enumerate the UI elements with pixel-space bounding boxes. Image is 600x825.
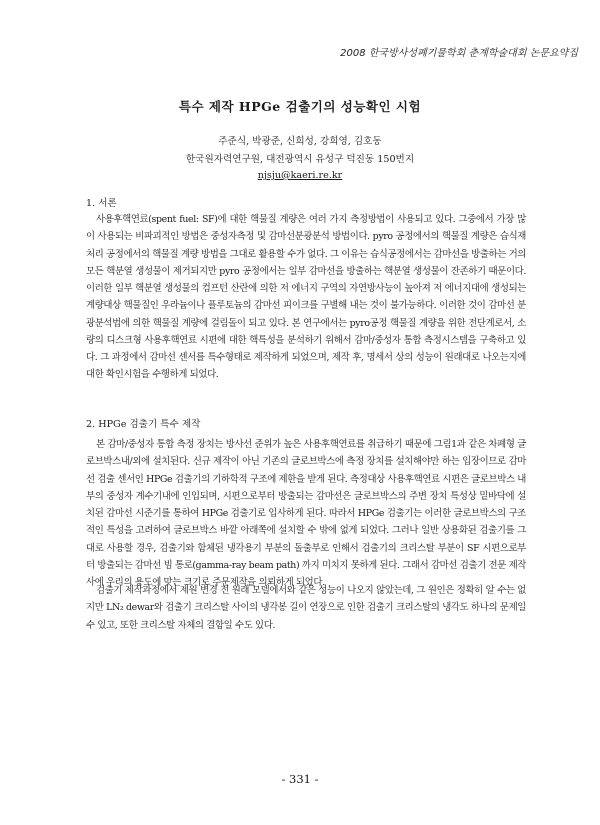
paper-title: 특수 제작 HPGe 검출기의 성능확인 시험 <box>178 99 422 114</box>
author-email[interactable]: njsju@kaeri.re.kr <box>257 170 343 181</box>
page-number: - 331 - <box>281 772 319 786</box>
journal-header: 2008 한국방사성폐기물학회 춘계학술대회 논문요약집 <box>340 48 578 59</box>
section-heading-hpge-fabrication: 2. HPGe 검출기 특수 제작 <box>86 419 201 430</box>
affiliation: 한국원자력연구원, 대전광역시 유성구 덕진동 150번지 <box>185 154 415 165</box>
paragraph-hpge-fabrication-1: 본 감마/중성자 통합 측정 장치는 방사선 준위가 높은 사용후핵연료를 취급하기 때문에 그림1과 같은 차폐형 글로브박스내/외에 설치된다. 신규 제작이 아닌 기존의 글로브박스에 측정 장치를 설치해야만 하는 입장이므로 감마선 검출 센서인 HPGe 검출기의 기하학적 구조에 제한을 받게 된다. 측정대상 사용후핵연료 시편은 글로브박스 내부의 중성자 계수기내에 인입되며, 시편으로부터 방출되는 감마선은 글로브박스의 주변 장치 특성상 밑바닥에 설치된 감마선 시준기를 통하여 HPGe 검출기로 입사하게 된다. 따라서 HPGe 검출기는 이러한 글로브박스의 구조적인 특성을 고려하여 글로브박스 바깥 아래쪽에 설치할 수 밖에 없게 되었다. 그러나 일반 상용화된 검출기를 그대로 사용할 경우, 검출기와 함체된 냉각용기 부분의 돌출부로 인해서 검출기의 크리스탈 부분이 SF 시편으로부터 방출되는 감마선 빔 통로(gamma-ray beam path) 까지 미치지 못하게 된다. 그래서 감마선 검출기 전문 제작사에 우리의 용도에 맞는 크기로 주문제작을 의뢰하게 되었다. <box>86 439 526 588</box>
author-list: 주준식, 박광준, 신희성, 강희영, 김호동 <box>218 136 382 147</box>
section-heading-introduction: 1. 서론 <box>86 198 117 209</box>
paragraph-hpge-fabrication-2: 검출기 제작과정에서 제원 변경 전 원래 모델에서와 같은 성능이 나오지 않았는데, 그 원인은 정확히 알 수는 없지만 LN₂ dewar와 검출기 크리스탈 사이의 냉각봉 길이 연장으로 인한 검출기 크리스탈의 냉각도 하나의 문제일 수 있고, 또한 크리스탈 자체의 결함일 수도 있다. <box>86 585 526 631</box>
paragraph-introduction: 사용후핵연료(spent fuel: SF)에 대한 핵물질 계량은 여러 가지 측정방법이 사용되고 있다. 그중에서 가장 많이 사용되는 비파괴적인 방법은 중성자측정 및 감마선분광분석 방법이다. pyro 공정에서의 핵물질 계량은 습식재처리 공정에서의 핵물질 계량 방법을 그대로 활용할 수가 없다. 그 이유는 습식공정에서는 감마선을 방출하는 거의 모든 핵분열 생성물이 제거되지만 pyro 공정에서는 일부 감마선을 방출하는 핵분열 생성물이 잔존하기 때문이다. 이러한 일부 핵분열 생성물의 컴프턴 산란에 의한 저 에너지 구역의 자연방사능이 높아져 저 에너지대에 생성되는 계량대상 핵물질인 우라늄이나 플루토늄의 감마선 피이크를 구별해 내는 것이 불가능하다. 이러한 것이 감마선 분광분석법에 의한 핵물질 계량에 걸림돌이 되고 있다. 본 연구에서는 pyro공정 핵물질 계량을 위한 전단계로서, 소량의 디스크형 사용후핵연료 시편에 대한 핵특성을 분석하기 위해서 감마/중성자 통합 측정시스템을 구축하고 있다. 그 과정에서 감마선 센서를 특수형태로 제작하게 되었으며, 제작 후, 명세서 상의 성능이 원래대로 나오는지에 대한 확인시험을 수행하게 되었다. <box>86 214 526 381</box>
